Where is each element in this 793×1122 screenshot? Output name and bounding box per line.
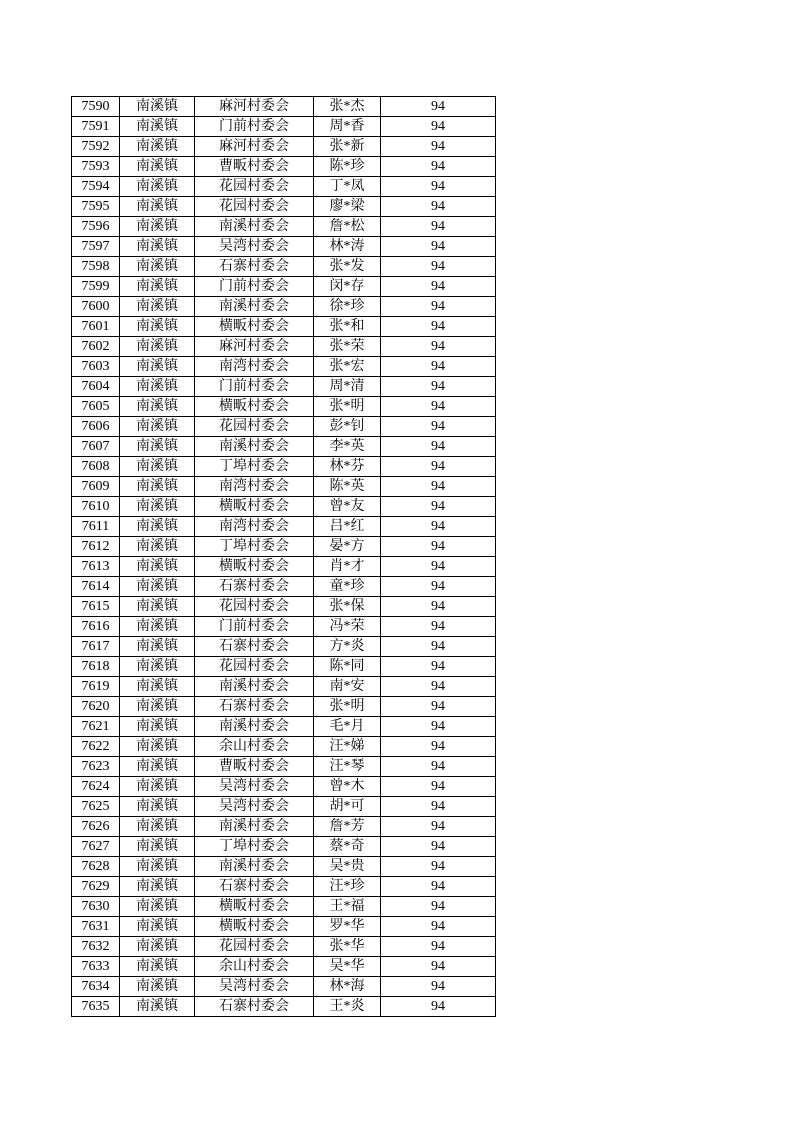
person-name-cell: 张*和	[314, 317, 381, 337]
table-row	[72, 357, 496, 377]
table-row	[72, 317, 496, 337]
row-number-cell: 7622	[72, 737, 120, 757]
person-name-cell: 肖*才	[314, 557, 381, 577]
row-number-cell: 7600	[72, 297, 120, 317]
row-number-cell: 7593	[72, 157, 120, 177]
town-cell: 南溪镇	[120, 297, 195, 317]
score-cell: 94	[381, 957, 496, 977]
person-name-cell: 张*宏	[314, 357, 381, 377]
person-name-cell: 张*杰	[314, 97, 381, 117]
roster-table-body	[72, 97, 496, 1017]
table-row	[72, 177, 496, 197]
row-number-cell: 7623	[72, 757, 120, 777]
person-name-cell: 曾*木	[314, 777, 381, 797]
person-name-cell: 胡*可	[314, 797, 381, 817]
row-number-cell: 7633	[72, 957, 120, 977]
person-name-cell: 林*涛	[314, 237, 381, 257]
village-committee-cell: 横畈村委会	[195, 497, 314, 517]
town-cell: 南溪镇	[120, 877, 195, 897]
village-committee-cell: 南溪村委会	[195, 817, 314, 837]
person-name-cell: 曾*友	[314, 497, 381, 517]
village-committee-cell: 门前村委会	[195, 117, 314, 137]
town-cell: 南溪镇	[120, 737, 195, 757]
score-cell: 94	[381, 637, 496, 657]
row-number-cell: 7624	[72, 777, 120, 797]
town-cell: 南溪镇	[120, 257, 195, 277]
table-row	[72, 97, 496, 117]
score-cell: 94	[381, 977, 496, 997]
table-row	[72, 457, 496, 477]
village-committee-cell: 麻河村委会	[195, 97, 314, 117]
score-cell: 94	[381, 477, 496, 497]
village-committee-cell: 石寨村委会	[195, 997, 314, 1017]
table-row	[72, 237, 496, 257]
score-cell: 94	[381, 97, 496, 117]
village-committee-cell: 南溪村委会	[195, 677, 314, 697]
town-cell: 南溪镇	[120, 897, 195, 917]
row-number-cell: 7634	[72, 977, 120, 997]
row-number-cell: 7598	[72, 257, 120, 277]
person-name-cell: 童*珍	[314, 577, 381, 597]
person-name-cell: 陈*珍	[314, 157, 381, 177]
row-number-cell: 7592	[72, 137, 120, 157]
town-cell: 南溪镇	[120, 517, 195, 537]
village-committee-cell: 余山村委会	[195, 737, 314, 757]
village-committee-cell: 石寨村委会	[195, 637, 314, 657]
row-number-cell: 7608	[72, 457, 120, 477]
score-cell: 94	[381, 337, 496, 357]
village-committee-cell: 吴湾村委会	[195, 797, 314, 817]
village-committee-cell: 横畈村委会	[195, 897, 314, 917]
village-committee-cell: 石寨村委会	[195, 877, 314, 897]
score-cell: 94	[381, 397, 496, 417]
village-committee-cell: 吴湾村委会	[195, 237, 314, 257]
score-cell: 94	[381, 237, 496, 257]
row-number-cell: 7612	[72, 537, 120, 557]
town-cell: 南溪镇	[120, 777, 195, 797]
village-committee-cell: 横畈村委会	[195, 317, 314, 337]
score-cell: 94	[381, 597, 496, 617]
town-cell: 南溪镇	[120, 397, 195, 417]
town-cell: 南溪镇	[120, 557, 195, 577]
village-committee-cell: 石寨村委会	[195, 577, 314, 597]
town-cell: 南溪镇	[120, 217, 195, 237]
row-number-cell: 7597	[72, 237, 120, 257]
score-cell: 94	[381, 897, 496, 917]
person-name-cell: 廖*梁	[314, 197, 381, 217]
table-row	[72, 397, 496, 417]
person-name-cell: 晏*方	[314, 537, 381, 557]
row-number-cell: 7603	[72, 357, 120, 377]
table-row	[72, 737, 496, 757]
score-cell: 94	[381, 517, 496, 537]
score-cell: 94	[381, 457, 496, 477]
person-name-cell: 林*芬	[314, 457, 381, 477]
person-name-cell: 王*炎	[314, 997, 381, 1017]
village-committee-cell: 南湾村委会	[195, 477, 314, 497]
village-committee-cell: 花园村委会	[195, 417, 314, 437]
table-row	[72, 937, 496, 957]
table-row	[72, 677, 496, 697]
person-name-cell: 彭*钊	[314, 417, 381, 437]
village-committee-cell: 石寨村委会	[195, 257, 314, 277]
table-row	[72, 477, 496, 497]
person-name-cell: 张*荣	[314, 337, 381, 357]
table-row	[72, 157, 496, 177]
table-row	[72, 957, 496, 977]
person-name-cell: 张*华	[314, 937, 381, 957]
table-row	[72, 997, 496, 1017]
person-name-cell: 南*安	[314, 677, 381, 697]
score-cell: 94	[381, 217, 496, 237]
score-cell: 94	[381, 697, 496, 717]
row-number-cell: 7626	[72, 817, 120, 837]
town-cell: 南溪镇	[120, 757, 195, 777]
score-cell: 94	[381, 297, 496, 317]
score-cell: 94	[381, 937, 496, 957]
score-cell: 94	[381, 717, 496, 737]
score-cell: 94	[381, 177, 496, 197]
town-cell: 南溪镇	[120, 137, 195, 157]
row-number-cell: 7613	[72, 557, 120, 577]
score-cell: 94	[381, 257, 496, 277]
person-name-cell: 吴*贵	[314, 857, 381, 877]
table-row	[72, 817, 496, 837]
row-number-cell: 7616	[72, 617, 120, 637]
town-cell: 南溪镇	[120, 237, 195, 257]
row-number-cell: 7595	[72, 197, 120, 217]
town-cell: 南溪镇	[120, 957, 195, 977]
row-number-cell: 7615	[72, 597, 120, 617]
person-name-cell: 张*明	[314, 697, 381, 717]
table-row	[72, 437, 496, 457]
table-row	[72, 797, 496, 817]
town-cell: 南溪镇	[120, 577, 195, 597]
town-cell: 南溪镇	[120, 537, 195, 557]
village-committee-cell: 门前村委会	[195, 617, 314, 637]
village-committee-cell: 南溪村委会	[195, 857, 314, 877]
score-cell: 94	[381, 497, 496, 517]
town-cell: 南溪镇	[120, 657, 195, 677]
table-row	[72, 757, 496, 777]
person-name-cell: 吕*红	[314, 517, 381, 537]
score-cell: 94	[381, 577, 496, 597]
village-committee-cell: 麻河村委会	[195, 137, 314, 157]
score-cell: 94	[381, 157, 496, 177]
person-name-cell: 汪*琴	[314, 757, 381, 777]
row-number-cell: 7611	[72, 517, 120, 537]
village-committee-cell: 横畈村委会	[195, 557, 314, 577]
town-cell: 南溪镇	[120, 817, 195, 837]
row-number-cell: 7631	[72, 917, 120, 937]
town-cell: 南溪镇	[120, 917, 195, 937]
village-committee-cell: 曹畈村委会	[195, 157, 314, 177]
table-row	[72, 697, 496, 717]
village-committee-cell: 横畈村委会	[195, 397, 314, 417]
town-cell: 南溪镇	[120, 97, 195, 117]
person-name-cell: 周*香	[314, 117, 381, 137]
person-name-cell: 张*新	[314, 137, 381, 157]
person-name-cell: 丁*凤	[314, 177, 381, 197]
row-number-cell: 7620	[72, 697, 120, 717]
village-committee-cell: 花园村委会	[195, 657, 314, 677]
score-cell: 94	[381, 557, 496, 577]
town-cell: 南溪镇	[120, 377, 195, 397]
village-committee-cell: 麻河村委会	[195, 337, 314, 357]
row-number-cell: 7619	[72, 677, 120, 697]
row-number-cell: 7594	[72, 177, 120, 197]
town-cell: 南溪镇	[120, 497, 195, 517]
table-row	[72, 557, 496, 577]
person-name-cell: 闵*存	[314, 277, 381, 297]
town-cell: 南溪镇	[120, 157, 195, 177]
score-cell: 94	[381, 277, 496, 297]
person-name-cell: 蔡*奇	[314, 837, 381, 857]
row-number-cell: 7621	[72, 717, 120, 737]
town-cell: 南溪镇	[120, 177, 195, 197]
table-row	[72, 137, 496, 157]
row-number-cell: 7591	[72, 117, 120, 137]
village-committee-cell: 余山村委会	[195, 957, 314, 977]
score-cell: 94	[381, 117, 496, 137]
table-row	[72, 217, 496, 237]
village-committee-cell: 南溪村委会	[195, 717, 314, 737]
row-number-cell: 7590	[72, 97, 120, 117]
score-cell: 94	[381, 137, 496, 157]
row-number-cell: 7630	[72, 897, 120, 917]
person-name-cell: 周*清	[314, 377, 381, 397]
table-row	[72, 117, 496, 137]
town-cell: 南溪镇	[120, 417, 195, 437]
village-committee-cell: 横畈村委会	[195, 917, 314, 937]
village-committee-cell: 南溪村委会	[195, 437, 314, 457]
person-name-cell: 吴*华	[314, 957, 381, 977]
person-name-cell: 陈*英	[314, 477, 381, 497]
village-committee-cell: 吴湾村委会	[195, 977, 314, 997]
table-row	[72, 537, 496, 557]
table-row	[72, 297, 496, 317]
score-cell: 94	[381, 197, 496, 217]
town-cell: 南溪镇	[120, 797, 195, 817]
person-name-cell: 汪*珍	[314, 877, 381, 897]
row-number-cell: 7617	[72, 637, 120, 657]
row-number-cell: 7605	[72, 397, 120, 417]
row-number-cell: 7610	[72, 497, 120, 517]
score-cell: 94	[381, 437, 496, 457]
town-cell: 南溪镇	[120, 717, 195, 737]
roster-table	[71, 96, 496, 1017]
table-row	[72, 617, 496, 637]
person-name-cell: 冯*荣	[314, 617, 381, 637]
village-committee-cell: 吴湾村委会	[195, 777, 314, 797]
row-number-cell: 7602	[72, 337, 120, 357]
person-name-cell: 詹*芳	[314, 817, 381, 837]
table-row	[72, 597, 496, 617]
table-row	[72, 837, 496, 857]
town-cell: 南溪镇	[120, 697, 195, 717]
person-name-cell: 林*海	[314, 977, 381, 997]
row-number-cell: 7632	[72, 937, 120, 957]
score-cell: 94	[381, 677, 496, 697]
person-name-cell: 汪*娣	[314, 737, 381, 757]
town-cell: 南溪镇	[120, 277, 195, 297]
person-name-cell: 陈*同	[314, 657, 381, 677]
table-row	[72, 577, 496, 597]
town-cell: 南溪镇	[120, 437, 195, 457]
village-committee-cell: 花园村委会	[195, 937, 314, 957]
village-committee-cell: 丁埠村委会	[195, 837, 314, 857]
town-cell: 南溪镇	[120, 837, 195, 857]
table-row	[72, 917, 496, 937]
score-cell: 94	[381, 417, 496, 437]
score-cell: 94	[381, 757, 496, 777]
town-cell: 南溪镇	[120, 317, 195, 337]
village-committee-cell: 门前村委会	[195, 277, 314, 297]
score-cell: 94	[381, 617, 496, 637]
score-cell: 94	[381, 797, 496, 817]
person-name-cell: 张*明	[314, 397, 381, 417]
table-row	[72, 277, 496, 297]
town-cell: 南溪镇	[120, 637, 195, 657]
person-name-cell: 张*保	[314, 597, 381, 617]
table-row	[72, 517, 496, 537]
row-number-cell: 7601	[72, 317, 120, 337]
town-cell: 南溪镇	[120, 337, 195, 357]
table-row	[72, 497, 496, 517]
village-committee-cell: 南溪村委会	[195, 217, 314, 237]
village-committee-cell: 曹畈村委会	[195, 757, 314, 777]
row-number-cell: 7614	[72, 577, 120, 597]
row-number-cell: 7596	[72, 217, 120, 237]
person-name-cell: 徐*珍	[314, 297, 381, 317]
row-number-cell: 7604	[72, 377, 120, 397]
table-row	[72, 877, 496, 897]
village-committee-cell: 石寨村委会	[195, 697, 314, 717]
row-number-cell: 7627	[72, 837, 120, 857]
town-cell: 南溪镇	[120, 977, 195, 997]
row-number-cell: 7599	[72, 277, 120, 297]
score-cell: 94	[381, 877, 496, 897]
table-row	[72, 337, 496, 357]
score-cell: 94	[381, 837, 496, 857]
village-committee-cell: 花园村委会	[195, 197, 314, 217]
roster-sheet	[71, 96, 496, 1017]
table-row	[72, 417, 496, 437]
village-committee-cell: 南溪村委会	[195, 297, 314, 317]
village-committee-cell: 南湾村委会	[195, 517, 314, 537]
row-number-cell: 7618	[72, 657, 120, 677]
town-cell: 南溪镇	[120, 617, 195, 637]
table-row	[72, 657, 496, 677]
score-cell: 94	[381, 917, 496, 937]
town-cell: 南溪镇	[120, 357, 195, 377]
score-cell: 94	[381, 737, 496, 757]
table-row	[72, 377, 496, 397]
town-cell: 南溪镇	[120, 937, 195, 957]
town-cell: 南溪镇	[120, 457, 195, 477]
town-cell: 南溪镇	[120, 197, 195, 217]
table-row	[72, 257, 496, 277]
village-committee-cell: 南湾村委会	[195, 357, 314, 377]
person-name-cell: 毛*月	[314, 717, 381, 737]
town-cell: 南溪镇	[120, 117, 195, 137]
person-name-cell: 方*炎	[314, 637, 381, 657]
score-cell: 94	[381, 817, 496, 837]
table-row	[72, 777, 496, 797]
row-number-cell: 7609	[72, 477, 120, 497]
person-name-cell: 张*发	[314, 257, 381, 277]
town-cell: 南溪镇	[120, 677, 195, 697]
score-cell: 94	[381, 537, 496, 557]
village-committee-cell: 花园村委会	[195, 597, 314, 617]
village-committee-cell: 门前村委会	[195, 377, 314, 397]
score-cell: 94	[381, 317, 496, 337]
score-cell: 94	[381, 997, 496, 1017]
score-cell: 94	[381, 857, 496, 877]
table-row	[72, 717, 496, 737]
table-row	[72, 637, 496, 657]
table-row	[72, 977, 496, 997]
village-committee-cell: 丁埠村委会	[195, 457, 314, 477]
person-name-cell: 罗*华	[314, 917, 381, 937]
row-number-cell: 7606	[72, 417, 120, 437]
town-cell: 南溪镇	[120, 477, 195, 497]
person-name-cell: 詹*松	[314, 217, 381, 237]
table-row	[72, 857, 496, 877]
table-row	[72, 197, 496, 217]
score-cell: 94	[381, 657, 496, 677]
person-name-cell: 李*英	[314, 437, 381, 457]
row-number-cell: 7607	[72, 437, 120, 457]
row-number-cell: 7635	[72, 997, 120, 1017]
row-number-cell: 7628	[72, 857, 120, 877]
score-cell: 94	[381, 777, 496, 797]
village-committee-cell: 花园村委会	[195, 177, 314, 197]
score-cell: 94	[381, 377, 496, 397]
town-cell: 南溪镇	[120, 997, 195, 1017]
village-committee-cell: 丁埠村委会	[195, 537, 314, 557]
town-cell: 南溪镇	[120, 857, 195, 877]
table-row	[72, 897, 496, 917]
score-cell: 94	[381, 357, 496, 377]
row-number-cell: 7625	[72, 797, 120, 817]
town-cell: 南溪镇	[120, 597, 195, 617]
person-name-cell: 王*福	[314, 897, 381, 917]
row-number-cell: 7629	[72, 877, 120, 897]
